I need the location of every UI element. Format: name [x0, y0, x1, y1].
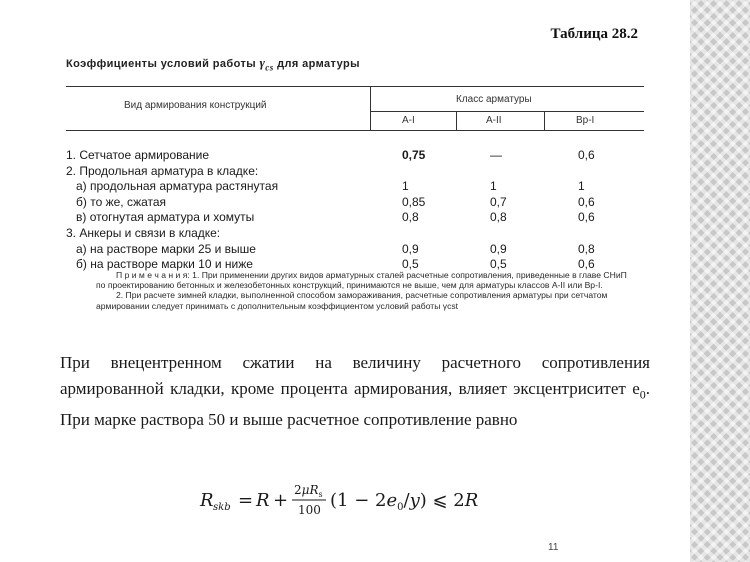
value-a2: 0,8	[490, 210, 507, 225]
class-a1: A-I	[402, 115, 415, 126]
table-number: Таблица 28.2	[550, 26, 638, 42]
table-notes	[96, 270, 636, 311]
table-row	[66, 242, 646, 258]
table-row	[66, 210, 646, 226]
value-a1: 0,9	[402, 241, 419, 256]
row-label: 3. Анкеры и связи в кладке:	[66, 225, 221, 240]
table-row	[66, 226, 646, 242]
value-bp1: 0,6	[578, 194, 595, 209]
value-bp1: 0,6	[578, 210, 595, 225]
value-bp1: 0,6	[578, 257, 595, 272]
table-top-rule	[66, 86, 644, 87]
svg-text:skb: skb	[213, 502, 231, 513]
header-divider	[370, 86, 371, 130]
value-a2: 0,5	[490, 257, 507, 272]
value-a2: —	[490, 148, 502, 162]
page-number: 11	[548, 542, 559, 553]
svg-text:(1 − 2e0/y) ⩽ 2R: $(1 - 2e_0/y)$ ⩽ 2R	[330, 490, 479, 513]
class-divider-1	[456, 111, 457, 130]
header-class: Класс арматуры	[456, 94, 532, 105]
class-a2: A-II	[486, 115, 502, 126]
subscript-zero: 0	[639, 387, 646, 402]
row-label: 1. Сетчатое армирование	[66, 148, 210, 162]
table-header-rule	[66, 130, 644, 131]
class-subheader-rule	[370, 111, 644, 112]
svg-text:100: 100	[298, 503, 321, 517]
table-row	[66, 195, 646, 211]
paragraph-text-1: При внецентренном сжатии на величину расчетного сопротивления армированной кладки, кроме процента армирования, влияет эксцентриситет e	[60, 353, 650, 398]
table-rows	[66, 148, 646, 273]
value-a1: 1	[402, 179, 409, 194]
table-row	[66, 148, 646, 164]
value-bp1: 0,8	[578, 241, 595, 256]
formula-graphic	[198, 474, 498, 524]
caption-symbol: $\gamma_{cs}$	[259, 55, 274, 73]
caption-tail: для арматуры	[273, 58, 360, 70]
value-a2: 1	[490, 179, 497, 194]
row-label: а) продольная арматура растянутая	[76, 179, 279, 194]
formula	[198, 474, 498, 524]
svg-text:R: R	[256, 490, 270, 511]
value-a1: 0,75	[402, 148, 426, 162]
row-label: а) на растворе марки 25 и выше	[76, 241, 256, 256]
class-divider-2	[544, 111, 545, 130]
value-a2: 0,9	[490, 241, 507, 256]
value-a2: 0,7	[490, 194, 507, 209]
svg-text:=: =	[238, 490, 254, 511]
row-label: 2. Продольная арматура в кладке:	[66, 163, 259, 178]
value-bp1: 0,6	[578, 148, 595, 162]
header-construction: Вид армирования конструкций	[124, 100, 267, 111]
svg-text:2μRs: $2\mu R_s$	[294, 483, 323, 499]
paragraph-text-2: . При марке раствора 50 и выше расчетное сопротивление равно	[60, 379, 650, 430]
caption-text: Коэффициенты условий работы	[66, 58, 260, 70]
body-paragraph	[60, 350, 650, 433]
class-bp1: Bp-I	[576, 115, 595, 126]
row-label: б) то же, сжатая	[76, 194, 167, 209]
scanned-table-image	[60, 18, 652, 346]
value-a1: 0,5	[402, 257, 419, 272]
note-1: П р и м е ч а н и я: 1. При применении других видов арматурных сталей расчетные сопротивления, приведенные в главе СНиП по проектированию бетонных и железобетонных конструкций, принимаются не выше, чем для арматуры классов А-II или Вр-I.	[96, 270, 627, 291]
svg-text:+: +	[273, 490, 289, 511]
value-a1: 0,85	[402, 194, 426, 209]
row-label: б) на растворе марки 10 и ниже	[76, 257, 253, 272]
value-a1: 0,8	[402, 210, 419, 225]
row-label: в) отогнутая арматура и хомуты	[76, 210, 255, 225]
table-caption	[66, 55, 360, 73]
value-bp1: 1	[578, 179, 585, 194]
table-row	[66, 164, 646, 180]
side-decoration	[690, 0, 750, 562]
table-row	[66, 179, 646, 195]
paragraph	[60, 350, 650, 433]
svg-text:R: R	[200, 490, 214, 511]
note-2: 2. При расчете зимней кладки, выполненной способом замораживания, расчетные сопротивления арматуры при сетчатом армировании следует принимать с дополнительным коэффициентом условий работы γcst	[96, 290, 608, 311]
